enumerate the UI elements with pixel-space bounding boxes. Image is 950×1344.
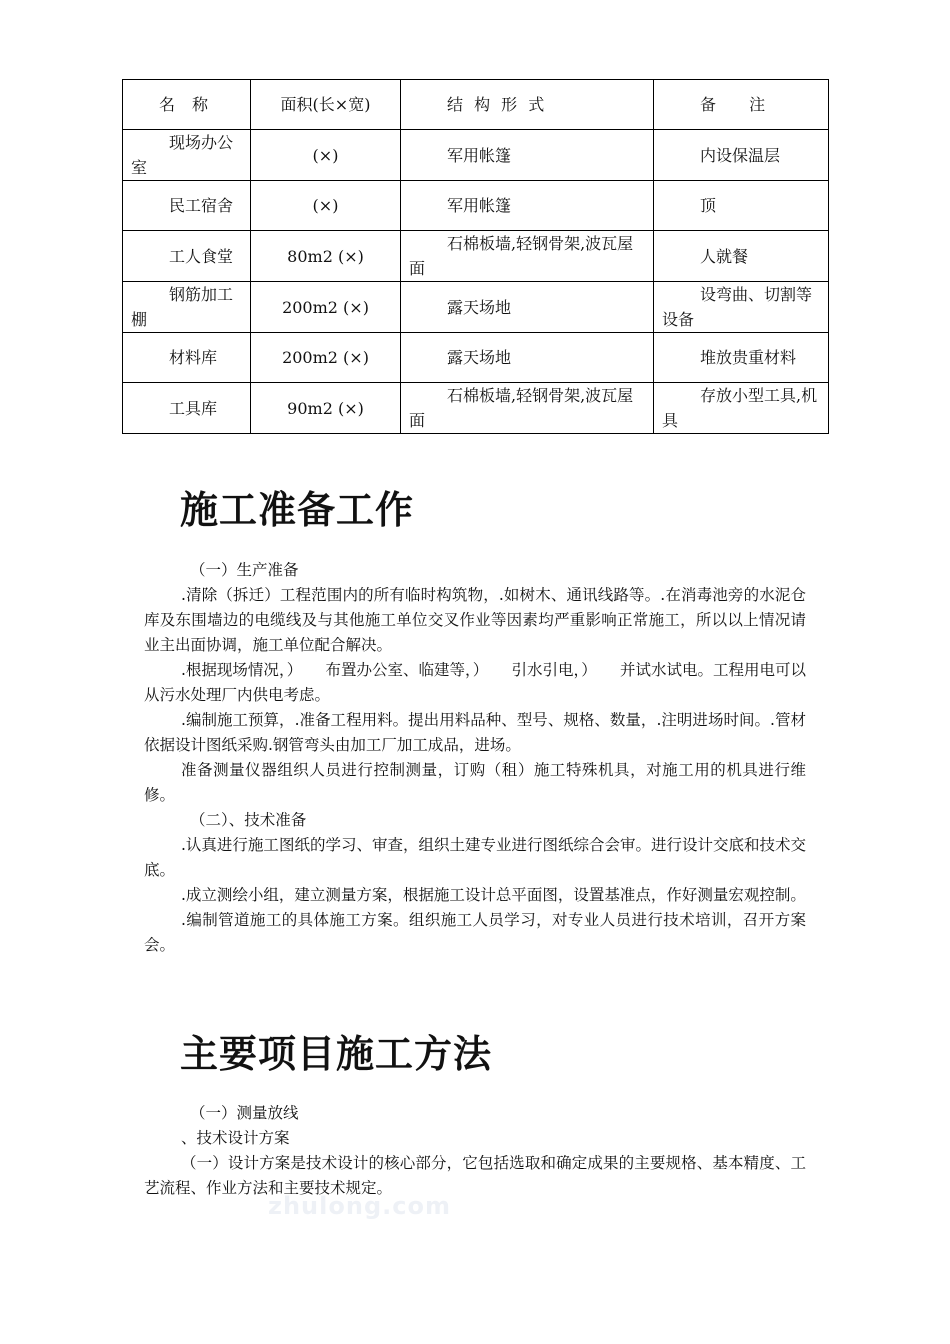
cell-remarks: 内设保温层 bbox=[654, 130, 829, 181]
subheading-production-prep: （一）生产准备 bbox=[190, 561, 299, 579]
header-remarks: 备 注 bbox=[654, 80, 829, 130]
methods-content bbox=[144, 1101, 806, 1201]
section-title-preparation: 施工准备工作 bbox=[180, 487, 415, 532]
cell-remarks: 人就餐 bbox=[654, 231, 829, 282]
table-row bbox=[123, 333, 829, 383]
paragraph: .成立测绘小组，建立测量方案，根据施工设计总平面图，设置基准点，作好测量宏观控制。 bbox=[181, 886, 806, 904]
cell-name: 现场办公室 bbox=[123, 130, 251, 181]
cell-structure: 军用帐篷 bbox=[401, 130, 654, 181]
cell-area: 200m2 (×) bbox=[251, 333, 401, 383]
paragraph: .清除（拆迁）工程范围内的所有临时构筑物，.如树木、通讯线路等。.在消毒池旁的水泥仓库及东围墙边的电缆线及与其他施工单位交叉作业等因素均严重影响正常施工，所以以上情况请业主出面协调，施工单位配合解决。 bbox=[144, 586, 806, 654]
paragraph: .认真进行施工图纸的学习、审查，组织土建专业进行图纸综合会审。进行设计交底和技术交底。 bbox=[144, 836, 806, 879]
temporary-facilities-table bbox=[122, 79, 829, 434]
table-row bbox=[123, 231, 829, 282]
cell-name: 工人食堂 bbox=[123, 231, 251, 282]
cell-remarks: 存放小型工具,机具 bbox=[654, 383, 829, 434]
subheading-technical-prep: （二）、技术准备 bbox=[190, 811, 307, 829]
header-area: 面积(长×宽) bbox=[251, 80, 401, 130]
paragraph: .编制管道施工的具体施工方案。组织施工人员学习，对专业人员进行技术培训，召开方案会。 bbox=[144, 911, 806, 954]
table-header-row bbox=[123, 80, 829, 130]
cell-name: 民工宿舍 bbox=[123, 181, 251, 231]
header-name: 名 称 bbox=[123, 80, 251, 130]
cell-area: 80m2 (×) bbox=[251, 231, 401, 282]
cell-area: (×) bbox=[251, 130, 401, 181]
cell-name: 工具库 bbox=[123, 383, 251, 434]
subheading-design-plan: 、技术设计方案 bbox=[181, 1129, 290, 1147]
cell-structure: 露天场地 bbox=[401, 333, 654, 383]
table-row bbox=[123, 282, 829, 333]
cell-area: (×) bbox=[251, 181, 401, 231]
preparation-content bbox=[144, 558, 806, 958]
watermark: zhulong.com bbox=[268, 1192, 451, 1220]
paragraph: 准备测量仪器组织人员进行控制测量，订购（租）施工特殊机具，对施工用的机具进行维修。 bbox=[144, 761, 806, 804]
cell-remarks: 设弯曲、切割等设备 bbox=[654, 282, 829, 333]
paragraph: .编制施工预算，.准备工程用料。提出用料品种、型号、规格、数量，.注明进场时间。.管材依据设计图纸采购.钢管弯头由加工厂加工成品，进场。 bbox=[144, 711, 806, 754]
cell-structure: 石棉板墙,轻钢骨架,波瓦屋面 bbox=[401, 383, 654, 434]
section-title-construction-methods: 主要项目施工方法 bbox=[180, 1031, 493, 1076]
paragraph: .根据现场情况，） 布置办公室、临建等，） 引水引电，） 并试水试电。工程用电可以从污水处理厂内供电考虑。 bbox=[144, 661, 806, 704]
cell-structure: 军用帐篷 bbox=[401, 181, 654, 231]
table-row bbox=[123, 130, 829, 181]
cell-remarks: 堆放贵重材料 bbox=[654, 333, 829, 383]
cell-remarks: 顶 bbox=[654, 181, 829, 231]
table-row bbox=[123, 383, 829, 434]
cell-structure: 露天场地 bbox=[401, 282, 654, 333]
paragraph: （一）设计方案是技术设计的核心部分，它包括选取和确定成果的主要规格、基本精度、工艺流程、作业方法和主要技术规定。 bbox=[144, 1154, 806, 1197]
subheading-surveying: （一）测量放线 bbox=[190, 1104, 299, 1122]
header-structure: 结 构 形 式 bbox=[401, 80, 654, 130]
cell-name: 钢筋加工棚 bbox=[123, 282, 251, 333]
cell-area: 90m2 (×) bbox=[251, 383, 401, 434]
cell-area: 200m2 (×) bbox=[251, 282, 401, 333]
cell-name: 材料库 bbox=[123, 333, 251, 383]
table-row bbox=[123, 181, 829, 231]
cell-structure: 石棉板墙,轻钢骨架,波瓦屋面 bbox=[401, 231, 654, 282]
